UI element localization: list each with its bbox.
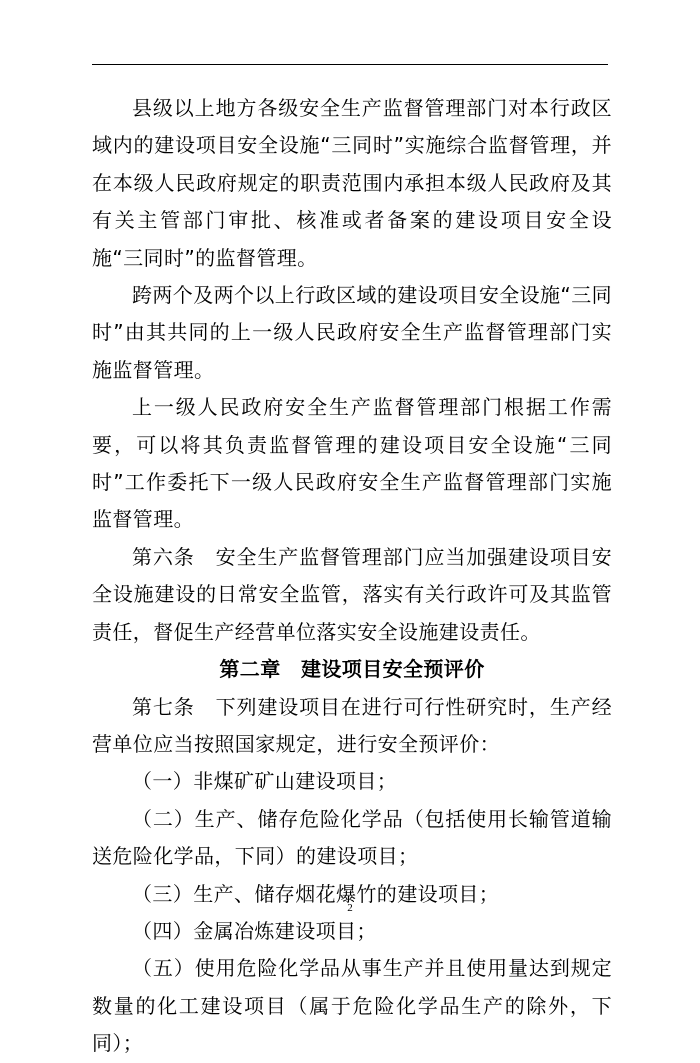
article-6: 第六条 安全生产监督管理部门应当加强建设项目安全设施建设的日常安全监管，落实有关行政许可及其监管责任，督促生产经营单位落实安全设施建设责任。: [92, 544, 612, 644]
list-item-4: （四）金属冶炼建设项目；: [132, 918, 377, 943]
paragraph-delegation: 上一级人民政府安全生产监督管理部门根据工作需要，可以将其负责监督管理的建设项目安全设施“三同时”工作委托下一级人民政府安全生产监督管理部门实施监督管理。: [92, 395, 612, 532]
article-7: 第七条 下列建设项目在进行可行性研究时，生产经营单位应当按照国家规定，进行安全预评价：: [92, 694, 612, 756]
paragraph-county-supervision: 县级以上地方各级安全生产监督管理部门对本行政区域内的建设项目安全设施“三同时”实施综合监督管理，并在本级人民政府规定的职责范围内承担本级人民政府及其有关主管部门审批、核准或者备案的建设项目安全设施“三同时”的监督管理。: [92, 96, 612, 270]
chapter-title: 第二章 建设项目安全预评价: [219, 657, 485, 682]
list-item-5: （五）使用危险化学品从事生产并且使用量达到规定数量的化工建设项目（属于危险化学品生产的除外，下同）；: [92, 956, 612, 1056]
list-item-2: （二）生产、储存危险化学品（包括使用长输管道输送危险化学品，下同）的建设项目；: [92, 806, 612, 869]
header-rule: [92, 64, 608, 65]
page-number: 2: [347, 902, 353, 914]
list-item-3: （三）生产、储存烟花爆竹的建设项目；: [132, 881, 500, 906]
paragraph-cross-region: 跨两个及两个以上行政区域的建设项目安全设施“三同时”由其共同的上一级人民政府安全生产监督管理部门实施监督管理。: [92, 283, 612, 382]
list-item-1: （一）非煤矿矿山建设项目；: [132, 769, 398, 794]
document-body: [92, 90, 612, 1063]
